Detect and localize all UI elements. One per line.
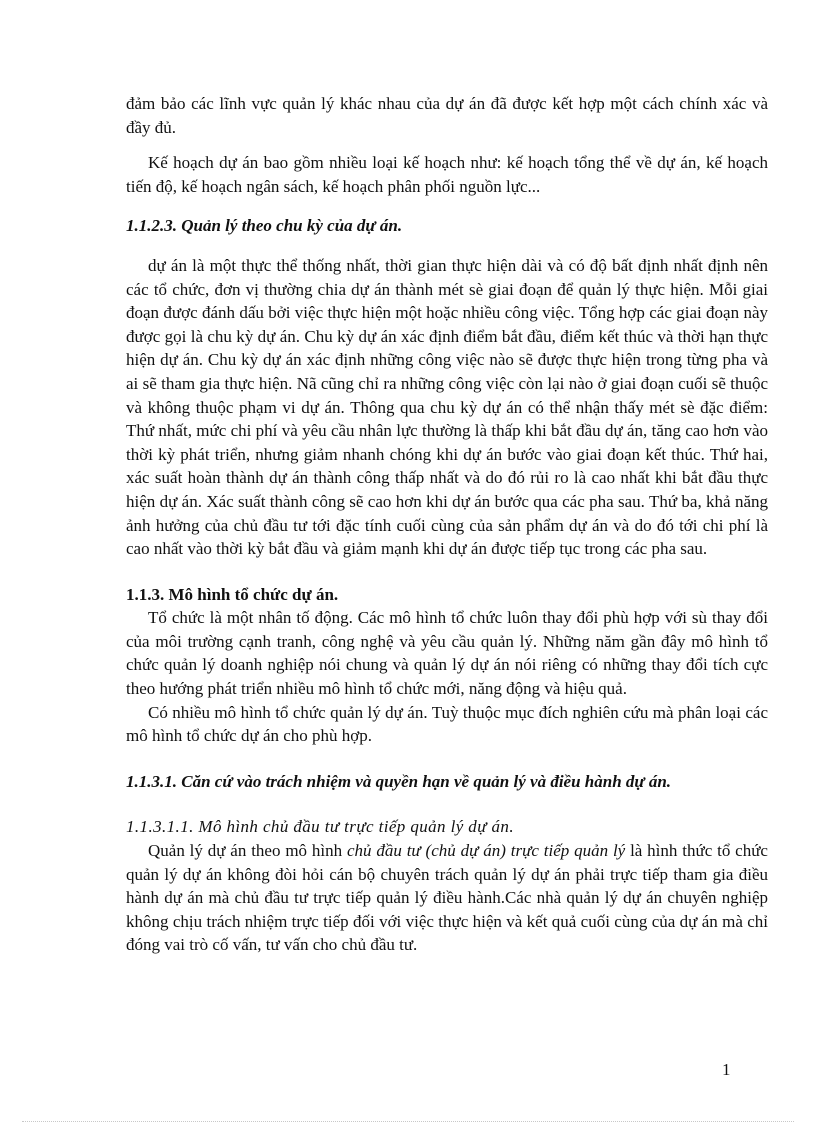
emphasis-text: chủ đầu tư (chủ dự án) trực tiếp quản lý <box>346 841 626 861</box>
paragraph: đảm bảo các lĩnh vực quản lý khác nhau của dự án đã được kết hợp một cách chính xác và đầy đủ. <box>126 94 768 137</box>
section-heading: 1.1.2.3. Quản lý theo chu kỳ của dự án. <box>126 216 403 236</box>
paragraph: dự án là một thực thể thống nhất, thời gian thực hiện dài và có độ bất định nhất định nên các tổ chức, đơn vị thường chia dự án thành mét sè giai đoạn để quản lý thực hiện. Mỗi giai đoạn được đánh dấu bởi việc thực hiện một hoặc nhiều công việc. Tổng hợp các giai đoạn này được gọi là chu kỳ dự án. Chu kỳ dự án xác định điểm bắt đầu, điểm kết thúc và thời hạn thực hiện dự án. Chu kỳ dự án xác định những công việc nào sẽ được thực hiện trong từng pha và ai sẽ tham gia thực hiện. Nã cũng chỉ ra những công việc còn lại nào ở giai đoạn cuối sẽ thuộc và không thuộc phạm vi dự án. Thông qua chu kỳ dự án có thể nhận thấy mét sè đặc điểm: Thứ nhất, mức chi phí và yêu cầu nhân lực thường là thấp khi bắt đầu dự án, tăng cao hơn vào thời kỳ phát triển, nhưng giảm nhanh chóng khi dự án bước vào giai đoạn kết thúc. Thứ hai, xác suất hoàn thành dự án thành công thấp nhất và do đó rủi ro là cao nhất khi bắt đầu thực hiện dự án. Xác suất thành công sẽ cao hơn khi dự án bước qua các pha sau. Thứ ba, khả năng ảnh hưởng của chủ đầu tư tới đặc tính cuối cùng của sản phẩm dự án và do đó tới chi phí là cao nhất vào thời kỳ bắt đầu và giảm mạnh khi dự án được tiếp tục trong các pha sau. <box>126 255 768 559</box>
paragraph: Có nhiều mô hình tổ chức quản lý dự án. Tuỳ thuộc mục đích nghiên cứu mà phân loại các mô hình tổ chức dự án cho phù hợp. <box>126 702 768 746</box>
paragraph-text: Quản lý dự án theo mô hình <box>148 841 347 861</box>
paragraph <box>126 839 768 957</box>
paragraph: Kế hoạch dự án bao gồm nhiều loại kế hoạch như: kế hoạch tổng thể về dự án, kế hoạch tiến độ, kế hoạch ngân sách, kế hoạch phân phối nguồn lực... <box>126 153 768 196</box>
document-page <box>126 92 768 957</box>
subsection-heading: 1.1.3.1.1. Mô hình chủ đầu tư trực tiếp quản lý dự án. <box>126 817 514 837</box>
page-number: 1 <box>722 1060 731 1079</box>
paragraph: Tổ chức là một nhân tố động. Các mô hình tổ chức luôn thay đổi phù hợp với sù thay đổi của môi trường cạnh tranh, công nghệ và yêu cầu quản lý. Những năm gần đây mô hình tổ chức quản lý doanh nghiệp nói chung và quản lý dự án nói riêng có những thay đổi tích cực theo hướng phát triển nhiều mô hình tổ chức mới, năng động và hiệu quả. <box>126 608 768 699</box>
paragraph-text: là hình thức tổ chức quản lý dự án không đòi hỏi cán bộ chuyên trách quản lý dự án phải trực tiếp tham gia điều hành dự án mà chủ đầu tư trực tiếp quản lý điều hành.Các nhà quản lý dự án chuyên nghiệp không chịu trách nhiệm trực tiếp đối với việc thực hiện và kết quả cuối cùng của dự án mà chỉ đóng vai trò cố vấn, tư vấn cho chủ đầu tư. <box>126 841 768 955</box>
section-heading: 1.1.3.1. Căn cứ vào trách nhiệm và quyền hạn về quản lý và điều hành dự án. <box>126 771 672 791</box>
footer-divider <box>22 1121 794 1122</box>
section-heading: 1.1.3. Mô hình tổ chức dự án. <box>126 584 339 604</box>
